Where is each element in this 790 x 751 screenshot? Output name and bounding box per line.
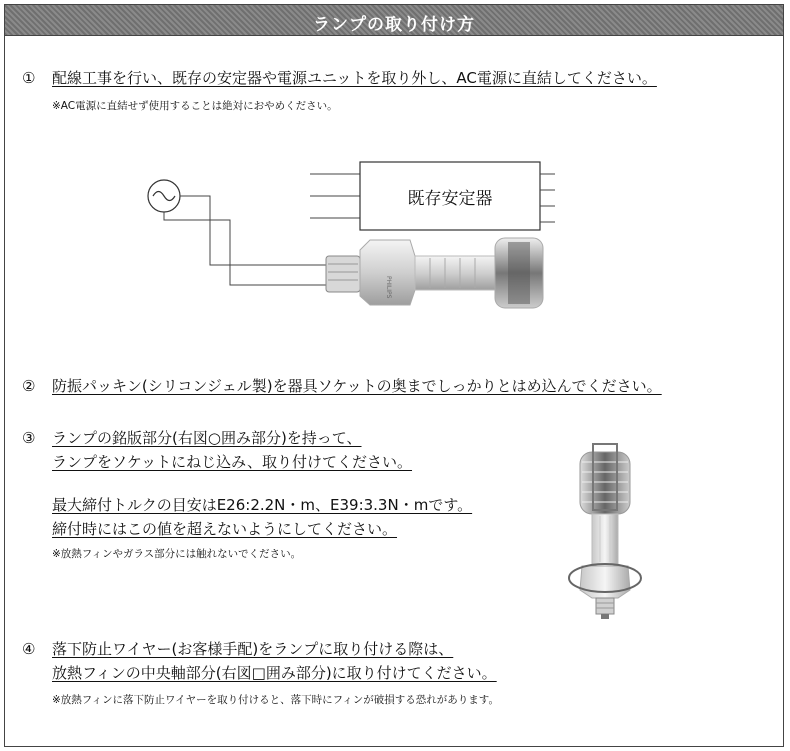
step-3-number: ③ — [22, 429, 36, 447]
lamp-brand: PHILIPS — [385, 276, 392, 299]
step-4-line1: 落下防止ワイヤー(お客様手配)をランプに取り付ける際は、 — [52, 640, 454, 658]
title-bar — [5, 5, 783, 36]
wiring-diagram — [140, 160, 580, 330]
step-1-text: 配線工事を行い、既存の安定器や電源ユニットを取り外し、AC電源に直結してください。 — [52, 69, 657, 87]
step-1 — [22, 67, 657, 88]
step-2-number: ② — [22, 377, 36, 395]
ballast-label: 既存安定器 — [407, 189, 493, 209]
step-4-note: ※放熱フィンに落下防止ワイヤーを取り付けると、落下時にフィンが破損する恐れがあります。 — [52, 694, 499, 706]
step-3-note: ※放熱フィンやガラス部分には触れないでください。 — [52, 548, 302, 560]
step-3-line1: ランプの銘版部分(右図○囲み部分)を持って、 — [52, 429, 362, 447]
step-4 — [22, 638, 453, 659]
step-2-text: 防振パッキン(シリコンジェル製)を器具ソケットの奥までしっかりとはめ込んでください。 — [52, 377, 662, 395]
step-3-line3: 最大締付トルクの目安はE26:2.2N・m、E39:3.3N・mです。 — [52, 496, 473, 514]
page-title: ランプの取り付け方 — [313, 15, 475, 35]
step-3 — [22, 427, 362, 448]
step-1-note: ※AC電源に直結せず使用することは絶対におやめください。 — [52, 100, 338, 112]
vertical-lamp-image — [560, 440, 650, 625]
step-3-line2: ランプをソケットにねじ込み、取り付けてください。 — [52, 453, 413, 471]
step-1-number: ① — [22, 69, 36, 87]
step-2 — [22, 375, 662, 396]
step-4-number: ④ — [22, 640, 36, 658]
step-3-line4: 締付時にはこの値を超えないようにしてください。 — [52, 520, 398, 538]
led-lamp-image — [326, 238, 543, 308]
step-4-line2: 放熱フィンの中央軸部分(右図□囲み部分)に取り付けてください。 — [52, 664, 497, 682]
ac-source-icon — [148, 180, 180, 212]
